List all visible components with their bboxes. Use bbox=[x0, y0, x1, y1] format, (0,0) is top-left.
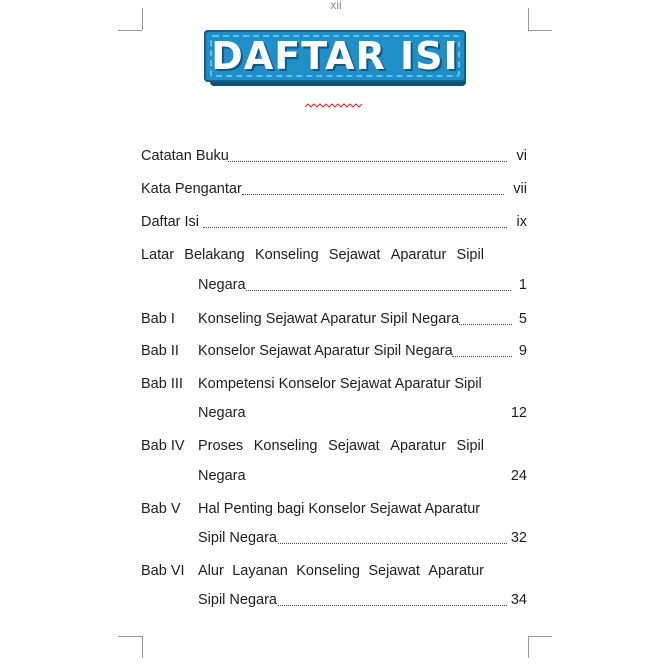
toc-leader-dots bbox=[242, 194, 504, 195]
toc-entry-continuation[interactable] bbox=[141, 277, 527, 299]
toc-word: Sejawat bbox=[368, 563, 420, 579]
title-banner bbox=[204, 30, 466, 82]
toc-entry-title-line2: Negara bbox=[198, 277, 246, 293]
toc-entry[interactable] bbox=[141, 563, 527, 585]
toc-entry-title-line1: Kompetensi Konselor Sejawat Aparatur Sipil bbox=[198, 376, 482, 392]
toc-entry-page: 24 bbox=[510, 468, 527, 484]
toc-entry-page: 1 bbox=[518, 277, 527, 293]
toc-entry[interactable] bbox=[141, 438, 527, 460]
toc-word: Aparatur bbox=[390, 247, 447, 263]
toc-entry-title-line1 bbox=[198, 438, 484, 454]
toc-word: Sipil bbox=[456, 438, 484, 454]
toc-entry-page: ix bbox=[516, 214, 527, 230]
toc-entry-title-line1: Hal Penting bagi Konselor Sejawat Aparatur bbox=[198, 501, 481, 517]
toc-entry[interactable] bbox=[141, 311, 527, 333]
toc-entry-page: 9 bbox=[518, 343, 527, 359]
toc-leader-dots bbox=[203, 227, 507, 228]
toc-word: Konseling bbox=[253, 438, 318, 454]
toc-entry[interactable] bbox=[141, 376, 527, 398]
toc-word: Sipil bbox=[456, 247, 484, 263]
toc-entry-continuation[interactable] bbox=[141, 405, 527, 427]
toc-entry-label: Bab I bbox=[141, 311, 175, 327]
toc-entry-label: Bab VI bbox=[141, 563, 185, 579]
toc-word: Aparatur bbox=[390, 438, 446, 454]
toc-word: Aparatur bbox=[428, 563, 484, 579]
toc-entry-title: Catatan Buku bbox=[141, 148, 229, 164]
toc-leader-dots bbox=[452, 356, 512, 357]
toc-word: Latar bbox=[141, 247, 175, 263]
toc-leader-dots bbox=[228, 161, 507, 162]
toc-entry-page: 5 bbox=[518, 311, 527, 327]
toc-entry-continuation[interactable] bbox=[141, 468, 527, 490]
crop-mark-bottom-right bbox=[528, 636, 529, 658]
toc-word: Alur bbox=[198, 563, 224, 579]
toc-entry[interactable] bbox=[141, 148, 527, 170]
crop-mark-top-right bbox=[528, 8, 529, 30]
toc-entry-title: Konseling Sejawat Aparatur Sipil Negara bbox=[198, 311, 460, 327]
toc-entry-label: Bab II bbox=[141, 343, 179, 359]
toc-entry[interactable] bbox=[141, 247, 527, 269]
toc-leader-dots bbox=[246, 290, 511, 291]
toc-word: Sejawat bbox=[328, 247, 381, 263]
toc-leader-dots bbox=[459, 324, 512, 325]
toc-entry-title-line1 bbox=[141, 247, 484, 263]
toc-entry-title: Kata Pengantar bbox=[141, 181, 242, 197]
toc-leader-dots bbox=[278, 605, 507, 606]
toc-entry-page: vi bbox=[516, 148, 527, 164]
toc-entry-title-line2: Negara bbox=[198, 405, 246, 421]
toc-entry[interactable] bbox=[141, 501, 527, 523]
toc-entry-title-line2: Sipil Negara bbox=[198, 530, 277, 546]
toc-entry[interactable] bbox=[141, 181, 527, 203]
toc-entry-title-line2: Negara bbox=[198, 468, 246, 484]
page-title: DAFTAR ISI bbox=[211, 34, 459, 78]
toc-entry-page: 34 bbox=[510, 592, 527, 608]
crop-mark-bottom-left bbox=[142, 636, 143, 658]
toc-word: Belakang bbox=[184, 247, 245, 263]
toc-entry-page: vii bbox=[513, 181, 527, 197]
toc-word: Konseling bbox=[254, 247, 319, 263]
toc-entry-title: Daftar Isi bbox=[141, 214, 200, 230]
toc-leader-dots bbox=[278, 543, 507, 544]
crop-mark-bottom-left-h bbox=[118, 636, 142, 637]
toc-entry-title-line2: Sipil Negara bbox=[198, 592, 277, 608]
toc-word: Sejawat bbox=[328, 438, 380, 454]
page-number: xii bbox=[330, 0, 342, 12]
toc-entry-label: Bab IV bbox=[141, 438, 185, 454]
toc-entry-title-line1 bbox=[198, 563, 484, 579]
toc-entry-page: 32 bbox=[510, 530, 527, 546]
crop-mark-top-left-h bbox=[118, 30, 142, 31]
toc-word: Layanan bbox=[232, 563, 288, 579]
toc-word: Proses bbox=[198, 438, 244, 454]
spellcheck-squiggle bbox=[305, 103, 365, 111]
crop-mark-bottom-right-h bbox=[528, 636, 552, 637]
toc-word: Konseling bbox=[296, 563, 360, 579]
toc-entry[interactable] bbox=[141, 343, 527, 365]
crop-mark-top-right-h bbox=[528, 30, 552, 31]
toc-entry-page: 12 bbox=[510, 405, 527, 421]
toc-entry-continuation[interactable] bbox=[141, 530, 527, 552]
toc-entry-label: Bab V bbox=[141, 501, 181, 517]
crop-mark-top-left bbox=[142, 8, 143, 30]
toc-entry-label: Bab III bbox=[141, 376, 183, 392]
toc-entry[interactable] bbox=[141, 214, 527, 236]
toc-entry-title: Konselor Sejawat Aparatur Sipil Negara bbox=[198, 343, 453, 359]
toc-entry-continuation[interactable] bbox=[141, 592, 527, 614]
